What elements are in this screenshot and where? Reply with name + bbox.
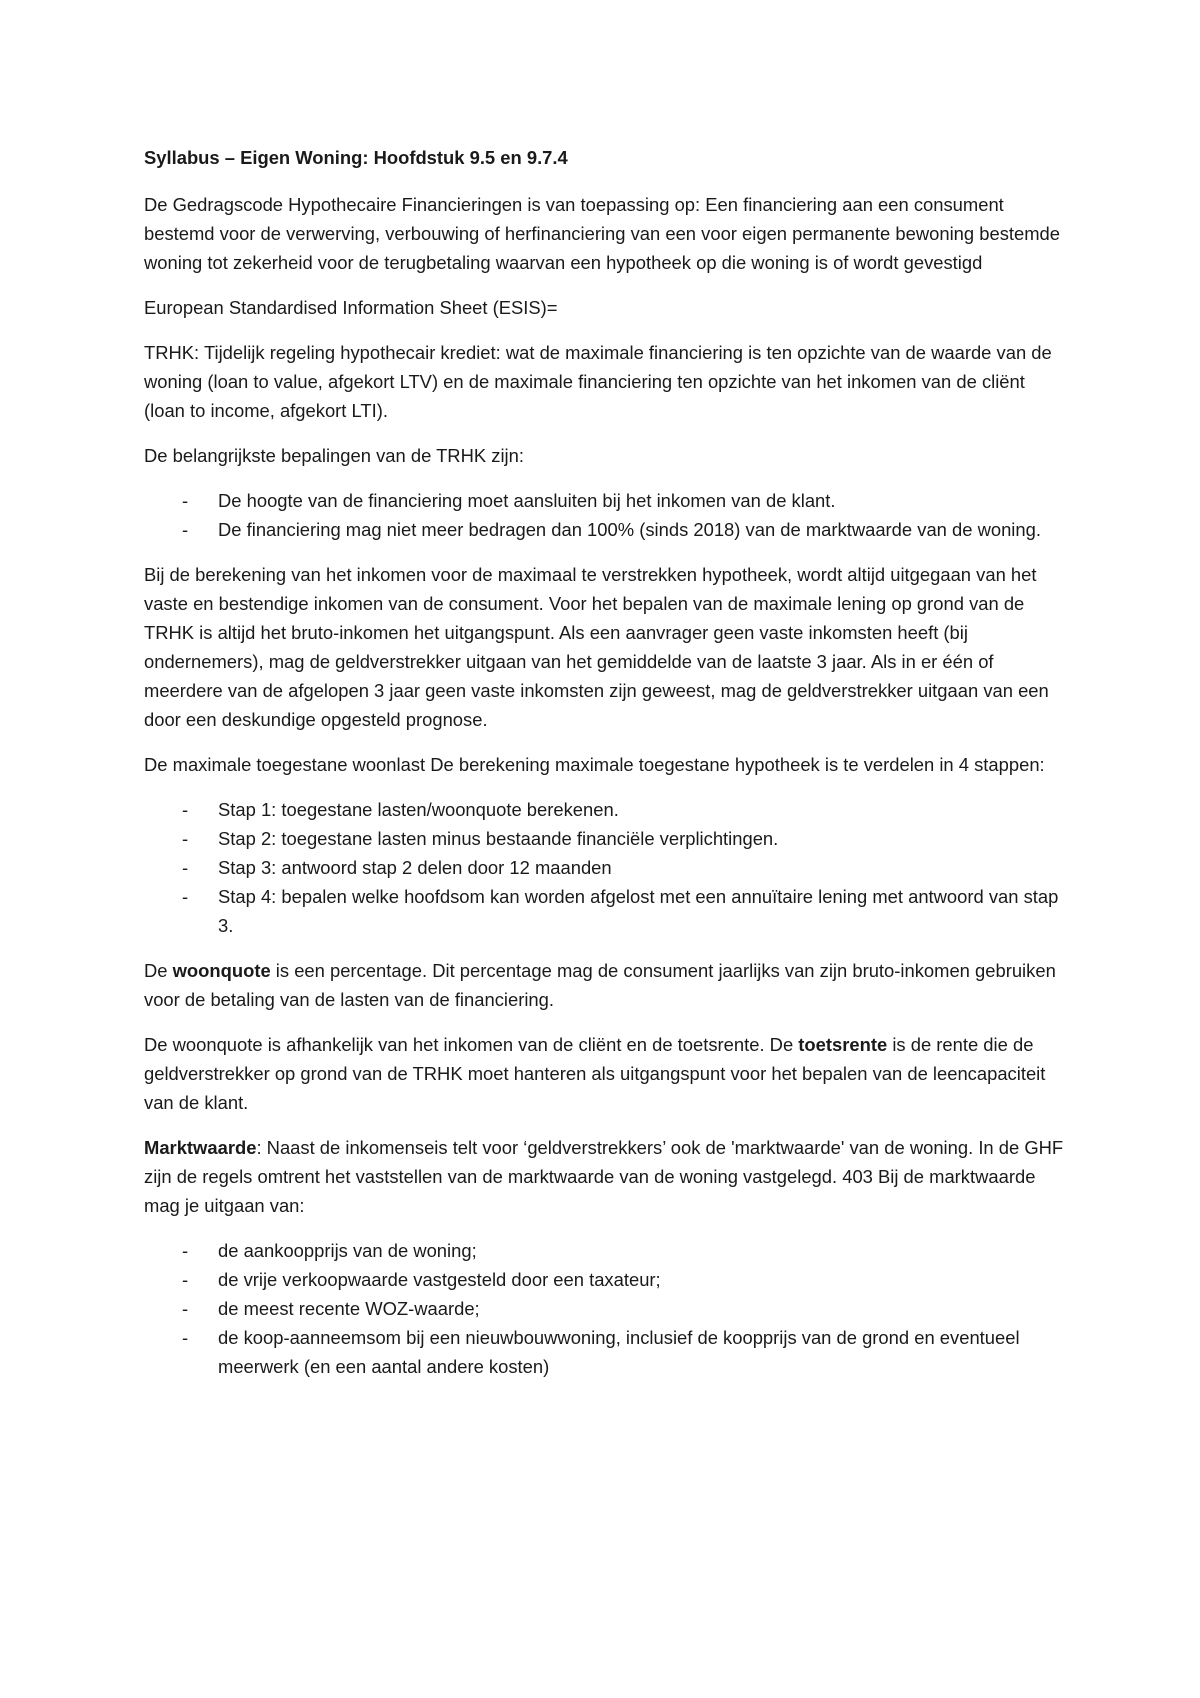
list-item bbox=[144, 882, 1064, 940]
list-item bbox=[144, 1236, 1064, 1265]
list-item bbox=[144, 853, 1064, 882]
dash-bullet: - bbox=[182, 886, 189, 907]
list-item-text: Stap 1: toegestane lasten/woonquote berekenen. bbox=[218, 799, 619, 820]
list-item-text: de aankoopprijs van de woning; bbox=[218, 1240, 477, 1261]
text-segment: : Naast de inkomenseis telt voor ‘geldverstrekkers’ ook de 'marktwaarde' van de woning. In de GHF zijn de regels omtrent het vaststellen van de marktwaarde van de woning vastgelegd. 403 Bij de marktwaarde mag je uitgaan van: bbox=[144, 1137, 1064, 1216]
dash-bullet: - bbox=[182, 1298, 189, 1319]
paragraph-inkomen: Bij de berekening van het inkomen voor de maximaal te verstrekken hypotheek, wordt altijd uitgegaan van het vaste en bestendige inkomen van de consument. Voor het bepalen van de maximale lening op grond van de TRHK is altijd het bruto-inkomen het uitgangspunt. Als een aanvrager geen vaste inkomsten heeft (bij ondernemers), mag de geldverstrekker uitgaan van het gemiddelde van de laatste 3 jaar. Als in er één of meerdere van de afgelopen 3 jaar geen vaste inkomsten zijn geweest, mag de geldverstrekker uitgaan van een door een deskundige opgesteld prognose. bbox=[144, 564, 1049, 730]
dash-bullet: - bbox=[182, 519, 189, 540]
paragraph-woonquote bbox=[144, 956, 1064, 1014]
dash-bullet: - bbox=[182, 828, 189, 849]
list-item bbox=[144, 1294, 1064, 1323]
list-item-text: de koop-aanneemsom bij een nieuwbouwwoning, inclusief de koopprijs van de grond en eventueel meerwerk (en een aantal andere kosten) bbox=[218, 1327, 1020, 1377]
dash-bullet: - bbox=[182, 857, 189, 878]
bold-term-woonquote: woonquote bbox=[172, 960, 271, 981]
paragraph-marktwaarde bbox=[144, 1133, 1064, 1220]
text-segment: De bbox=[144, 960, 173, 981]
bold-term-toetsrente: toetsrente bbox=[798, 1034, 888, 1055]
list-item-text: De financiering mag niet meer bedragen dan 100% (sinds 2018) van de marktwaarde van de woning. bbox=[218, 519, 1041, 540]
list-item bbox=[144, 486, 1064, 515]
list-item bbox=[144, 1265, 1064, 1294]
document-body bbox=[144, 143, 1064, 1397]
bold-term-marktwaarde: Marktwaarde bbox=[144, 1137, 257, 1158]
list-marktwaarde bbox=[144, 1236, 1064, 1381]
dash-bullet: - bbox=[182, 1269, 189, 1290]
list-item-text: de vrije verkoopwaarde vastgesteld door een taxateur; bbox=[218, 1269, 661, 1290]
list-item bbox=[144, 1323, 1064, 1381]
dash-bullet: - bbox=[182, 1240, 189, 1261]
list-item-text: De hoogte van de financiering moet aansluiten bij het inkomen van de klant. bbox=[218, 490, 836, 511]
page-title: Syllabus – Eigen Woning: Hoofdstuk 9.5 en 9.7.4 bbox=[144, 147, 568, 168]
paragraph-trhk: TRHK: Tijdelijk regeling hypothecair krediet: wat de maximale financiering is ten opzichte van de waarde van de woning (loan to value, afgekort LTV) en de maximale financiering ten opzichte van het inkomen van de cliënt (loan to income, afgekort LTI). bbox=[144, 342, 1052, 421]
list-item-text: Stap 2: toegestane lasten minus bestaande financiële verplichtingen. bbox=[218, 828, 779, 849]
text-segment: is een percentage. Dit percentage mag de consument jaarlijks van zijn bruto-inkomen gebruiken voor de betaling van de lasten van de financiering. bbox=[144, 960, 1056, 1010]
list-bepalingen bbox=[144, 486, 1064, 544]
list-item bbox=[144, 795, 1064, 824]
list-item-text: Stap 4: bepalen welke hoofdsom kan worden afgelost met een annuïtaire lening met antwoord van stap 3. bbox=[218, 886, 1059, 936]
text-segment: is de rente die de geldverstrekker op grond van de TRHK moet hanteren als uitgangspunt voor het bepalen van de leencapaciteit van de klant. bbox=[144, 1034, 1046, 1113]
text-segment: De woonquote is afhankelijk van het inkomen van de cliënt en de toetsrente. De bbox=[144, 1034, 799, 1055]
list-item bbox=[144, 515, 1064, 544]
paragraph-esis: European Standardised Information Sheet (ESIS)= bbox=[144, 297, 558, 318]
list-item bbox=[144, 824, 1064, 853]
paragraph-bepalingen-intro: De belangrijkste bepalingen van de TRHK zijn: bbox=[144, 445, 524, 466]
paragraph-woonlast: De maximale toegestane woonlast De berekening maximale toegestane hypotheek is te verdelen in 4 stappen: bbox=[144, 754, 1045, 775]
dash-bullet: - bbox=[182, 490, 189, 511]
list-item-text: de meest recente WOZ-waarde; bbox=[218, 1298, 480, 1319]
dash-bullet: - bbox=[182, 1327, 189, 1348]
paragraph-gedragscode: De Gedragscode Hypothecaire Financieringen is van toepassing op: Een financiering aan een consument bestemd voor de verwerving, verbouwing of herfinanciering van een voor eigen permanente bewoning bestemde woning tot zekerheid voor de terugbetaling waarvan een hypotheek op die woning is of wordt gevestigd bbox=[144, 194, 1061, 273]
dash-bullet: - bbox=[182, 799, 189, 820]
paragraph-toetsrente bbox=[144, 1030, 1064, 1117]
list-item-text: Stap 3: antwoord stap 2 delen door 12 maanden bbox=[218, 857, 612, 878]
list-stappen bbox=[144, 795, 1064, 940]
